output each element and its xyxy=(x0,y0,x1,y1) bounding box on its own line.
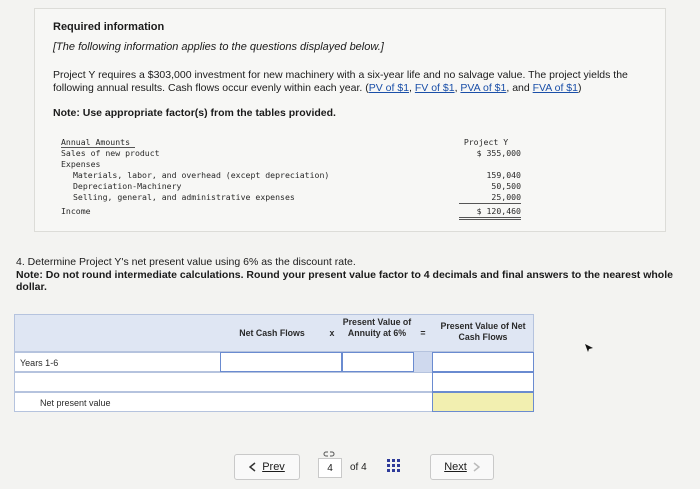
question-text: 4. Determine Project Y's net present value using 6% as the discount rate. xyxy=(16,256,356,268)
spacer-input-cell xyxy=(432,372,534,392)
row-label-npv: Net present value xyxy=(40,398,111,408)
required-information-note: Note: Use appropriate factor(s) from the tables provided. xyxy=(53,107,336,119)
mouse-cursor-icon xyxy=(584,343,594,353)
sales-label: Sales of new product xyxy=(61,148,160,158)
link-pva-of-1[interactable]: PVA of $1 xyxy=(460,82,507,94)
pv-net-cash-flows-input[interactable] xyxy=(432,352,534,372)
next-label: Next xyxy=(444,461,467,473)
header-pv-annuity: Present Value of Annuity at 6% xyxy=(342,317,412,338)
chevron-left-icon xyxy=(249,462,256,472)
required-information-subtitle: [The following information applies to the questions displayed below.] xyxy=(53,41,384,53)
net-cash-flows-input[interactable] xyxy=(220,352,342,372)
row-label-years: Years 1-6 xyxy=(20,358,59,368)
total-underline xyxy=(459,203,521,204)
next-button[interactable] xyxy=(430,454,494,480)
grid-icon[interactable] xyxy=(387,459,401,473)
link-fv-of-1[interactable]: FV of $1 xyxy=(414,82,455,94)
sales-value: $ 355,000 xyxy=(476,148,521,158)
link-icon xyxy=(322,450,336,458)
project-description-text: Project Y requires a $303,000 investment for new machinery with a six-year life and no salvage value. The project yields the following annual results. Cash flows occur evenly within each year. ( xyxy=(53,69,628,94)
selling-label: Selling, general, and administrative expenses xyxy=(73,192,295,202)
header-pv-net-cash-flows: Present Value of Net Cash Flows xyxy=(440,321,526,342)
link-pv-of-1[interactable]: PV of $1 xyxy=(368,82,410,94)
project-description-suffix: ) xyxy=(577,82,582,94)
depreciation-label: Depreciation-Machinery xyxy=(73,181,182,191)
operator-times: x xyxy=(329,328,335,338)
income-double-underline-2 xyxy=(459,219,521,220)
income-value: $ 120,460 xyxy=(476,206,521,216)
income-label: Income xyxy=(61,206,91,216)
income-double-underline-1 xyxy=(459,217,521,218)
required-information-title: Required information xyxy=(53,21,165,33)
project-description: Project Y requires a $303,000 investment for new machinery with a six-year life and no salvage value. The project yields the following annual results. Cash flows occur evenly within each year. (PV of $1, FV of $1, PVA of $1, and FVA of $1) xyxy=(53,69,628,94)
pv-factor-input[interactable] xyxy=(342,352,414,372)
current-page-number[interactable]: 4 xyxy=(318,458,342,478)
page-count: of 4 xyxy=(350,462,367,473)
prev-label: Prev xyxy=(262,461,285,473)
materials-label: Materials, labor, and overhead (except depreciation) xyxy=(73,170,330,180)
operator-equals: = xyxy=(420,328,426,338)
link-fva-of-1[interactable]: FVA of $1 xyxy=(532,82,578,94)
required-information-panel xyxy=(34,8,666,232)
statement-header-project-y: Project Y xyxy=(463,137,509,147)
question-note: Note: Do not round intermediate calculations. Round your present value factor to 4 decimals and final answers to the nearest whole dollar. xyxy=(16,268,673,293)
depreciation-value: 50,500 xyxy=(491,181,521,191)
equals-column-cell xyxy=(414,352,432,372)
statement-header-annual-amounts: Annual Amounts xyxy=(61,137,131,147)
selling-value: 25,000 xyxy=(491,192,521,202)
npv-table xyxy=(14,314,536,424)
expenses-label: Expenses xyxy=(61,159,101,169)
chevron-right-icon xyxy=(473,462,480,472)
prev-button[interactable] xyxy=(234,454,300,480)
pagination-bar xyxy=(0,450,700,480)
question-4 xyxy=(16,256,696,294)
materials-value: 159,040 xyxy=(486,170,521,180)
header-net-cash-flows: Net Cash Flows xyxy=(239,328,305,338)
npv-input[interactable] xyxy=(432,392,534,412)
